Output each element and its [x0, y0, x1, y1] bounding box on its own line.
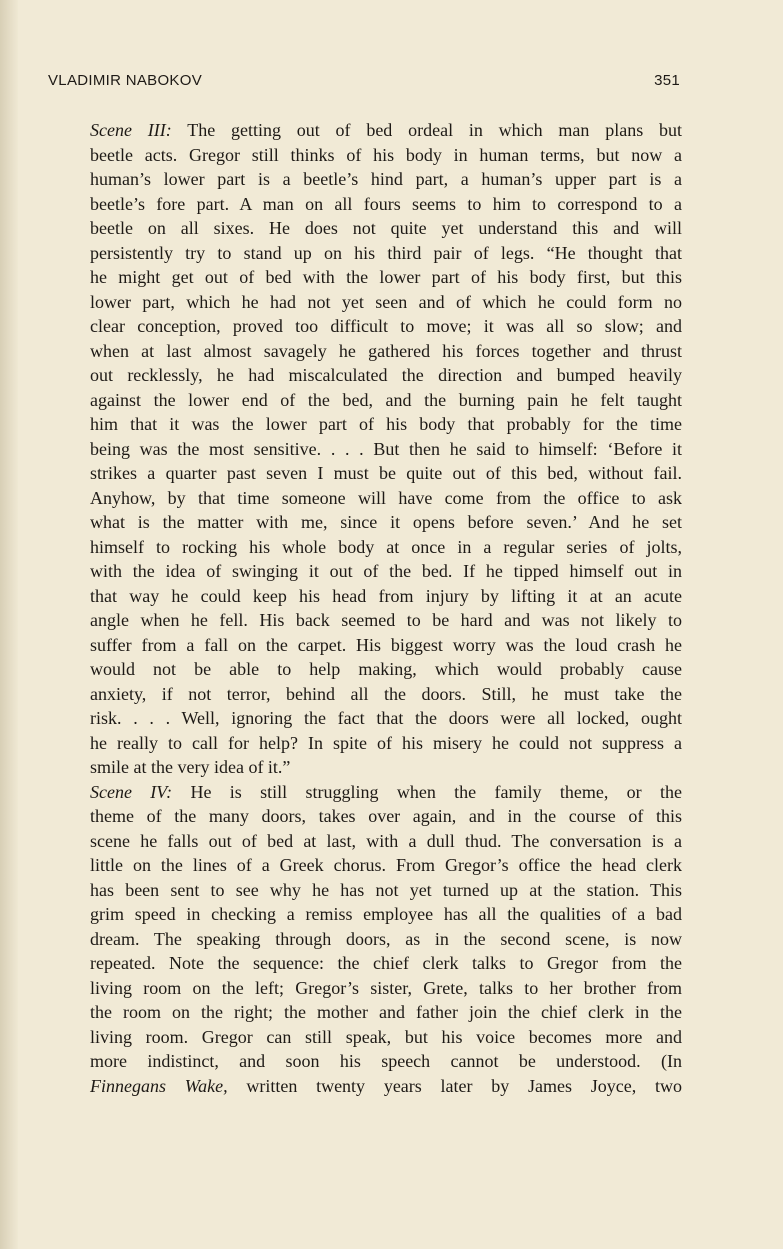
- paragraph-scene-iv: [48, 780, 682, 1099]
- running-header: [48, 72, 680, 89]
- text-line: himself to rocking his whole body at once in a regular series of jolts,: [90, 536, 682, 557]
- text-line: beetle acts. Gregor still thinks of his body in human terms, but now a: [90, 144, 682, 165]
- paragraph-scene-iii: [48, 118, 682, 780]
- page-gutter-shadow: [0, 0, 18, 1249]
- text-line: theme of the many doors, takes over again, and in the course of this: [90, 806, 682, 826]
- text-line: repeated. Note the sequence: the chief clerk talks to Gregor from the: [90, 953, 682, 973]
- page-number: 351: [654, 72, 680, 89]
- text-line: him that it was the lower part of his body that probably for the time: [90, 414, 682, 434]
- text-line: Finnegans Wake, written twenty years later by James Joyce, two: [90, 1075, 683, 1096]
- text-line: suffer from a fall on the carpet. His biggest worry was the loud crash he: [90, 634, 682, 655]
- text-line: smile at the very idea of it.”: [90, 757, 291, 777]
- text-line: Scene III: The getting out of bed ordeal in which man plans but: [90, 120, 682, 140]
- text-line: with the idea of swinging it out of the bed. If he tipped himself out in: [90, 561, 682, 581]
- book-title: Finnegans Wake,: [90, 1075, 228, 1096]
- text-line: what is the matter with me, since it opens before seven.’ And he set: [90, 512, 682, 532]
- text-line: beetle on all sixes. He does not quite yet understand this and will: [90, 218, 682, 238]
- text-line: out recklessly, he had miscalculated the direction and bumped heavily: [90, 365, 682, 385]
- text-line: angle when he fell. His back seemed to be hard and was not likely to: [90, 610, 682, 630]
- text-line: anxiety, if not terror, behind all the doors. Still, he must take the: [90, 683, 682, 704]
- page-body: [48, 118, 682, 1098]
- scene-label: Scene IV:: [90, 781, 173, 802]
- text-line: being was the most sensitive. . . . But then he said to himself: ‘Before it: [90, 438, 682, 459]
- text-line: Anyhow, by that time someone will have come from the office to ask: [90, 487, 682, 508]
- text-line: risk. . . . Well, ignoring the fact that the doors were all locked, ought: [90, 708, 682, 728]
- text-line: he really to call for help? In spite of his misery he could not suppress a: [90, 732, 682, 753]
- text-line: clear conception, proved too difficult to move; it was all so slow; and: [90, 316, 682, 336]
- text-line: dream. The speaking through doors, as in the second scene, is now: [90, 928, 682, 949]
- text-line: scene he falls out of bed at last, with a dull thud. The conversation is a: [90, 830, 682, 851]
- text-line: beetle’s fore part. A man on all fours seems to him to correspond to a: [90, 193, 682, 214]
- text-line: strikes a quarter past seven I must be quite out of this bed, without fail.: [90, 463, 682, 483]
- text-line: living room on the left; Gregor’s sister, Grete, talks to her brother from: [90, 977, 682, 998]
- text-line: living room. Gregor can still speak, but his voice becomes more and: [90, 1026, 682, 1047]
- text-line: little on the lines of a Greek chorus. From Gregor’s office the head clerk: [90, 855, 682, 875]
- text-line: that way he could keep his head from injury by lifting it at an acute: [90, 585, 682, 606]
- running-header-author: VLADIMIR NABOKOV: [48, 72, 203, 89]
- text-line: grim speed in checking a remiss employee has all the qualities of a bad: [90, 904, 682, 924]
- text-line: the room on the right; the mother and father join the chief clerk in the: [90, 1002, 682, 1022]
- text-line: against the lower end of the bed, and the burning pain he felt taught: [90, 389, 682, 410]
- text-line: human’s lower part is a beetle’s hind part, a human’s upper part is a: [90, 169, 682, 189]
- text-line: persistently try to stand up on his third pair of legs. “He thought that: [90, 242, 682, 263]
- text-line: would not be able to help making, which would probably cause: [90, 659, 682, 679]
- text-line: lower part, which he had not yet seen and of which he could form no: [90, 291, 682, 312]
- text-line: Scene IV: He is still struggling when the family theme, or the: [90, 781, 682, 802]
- text-line: has been sent to see why he has not yet turned up at the station. This: [90, 879, 682, 900]
- text-line: he might get out of bed with the lower part of his body first, but this: [90, 267, 682, 287]
- text-line: when at last almost savagely he gathered his forces together and thrust: [90, 340, 682, 361]
- scene-label: Scene III:: [90, 120, 172, 140]
- text-line: more indistinct, and soon his speech cannot be understood. (In: [90, 1051, 682, 1071]
